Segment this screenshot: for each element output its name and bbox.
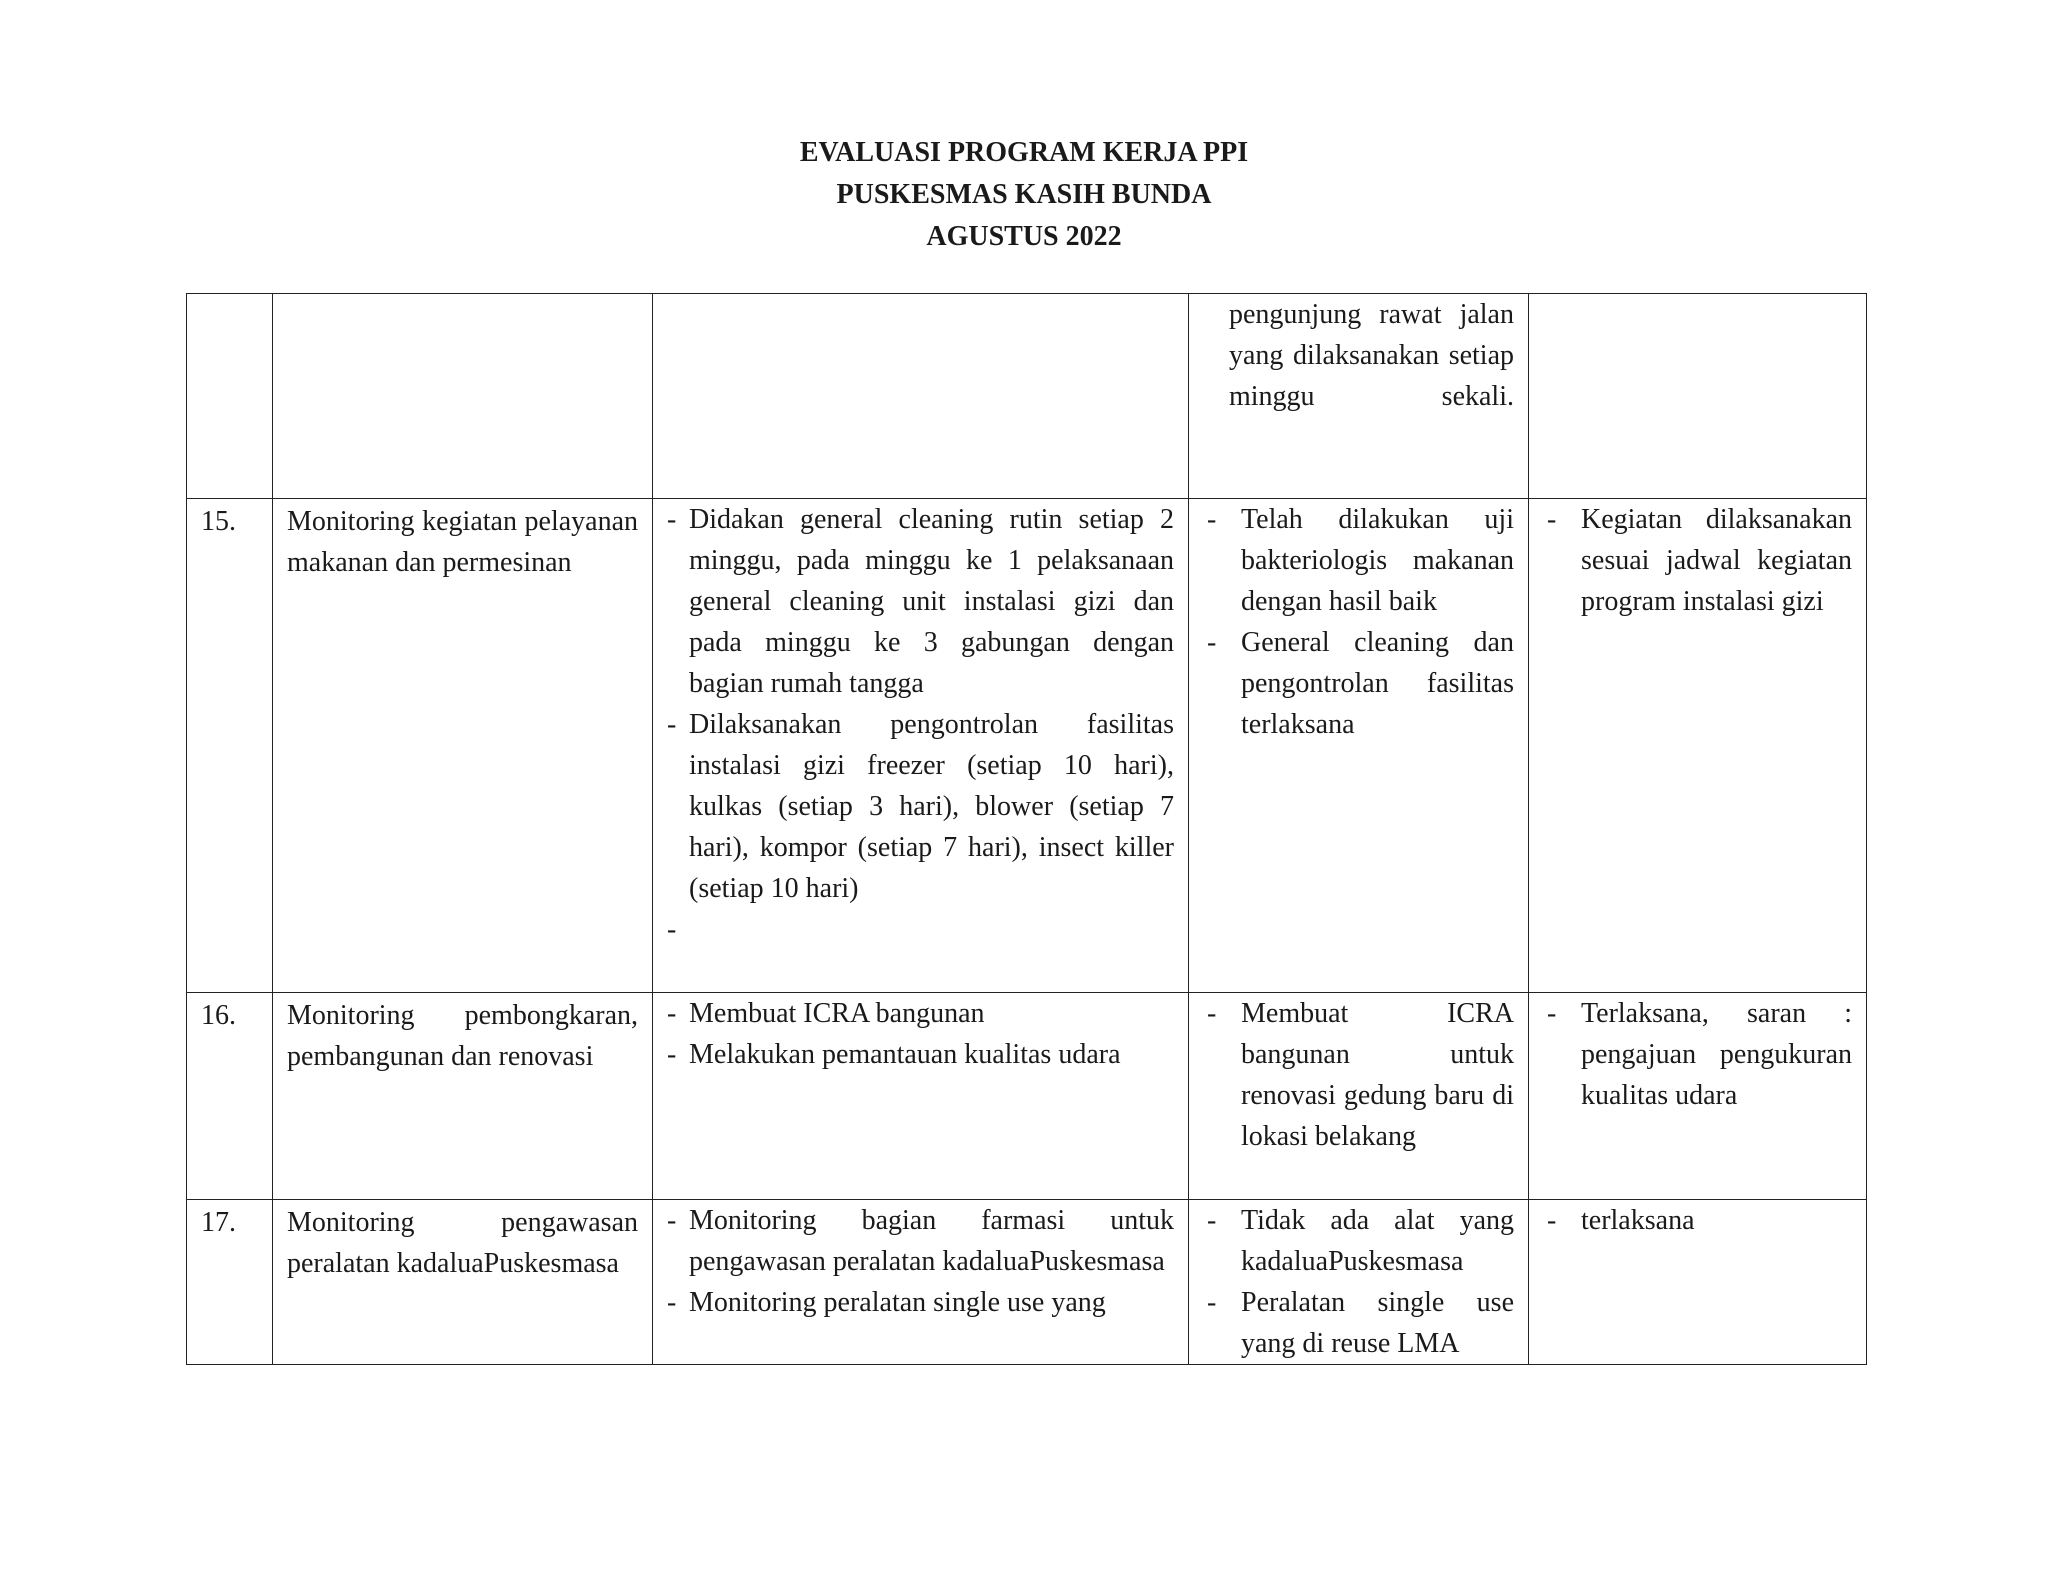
cell-evaluasi [1529, 1200, 1867, 1365]
cell-no [187, 993, 273, 1200]
rencana-list [667, 499, 1174, 950]
kegiatan-text: Monitoring kegiatan pelayanan makanan dan permesinan [287, 506, 638, 578]
cell-kegiatan [273, 993, 653, 1200]
kegiatan-text: Monitoring pengawasan peralatan kadaluaPuskesmasa [287, 1207, 638, 1279]
list-item: - Melakukan pemantauan kualitas udara [667, 1034, 1174, 1075]
list-item: - Monitoring peralatan single use yang [667, 1282, 1174, 1323]
row-number: 16. [201, 1000, 236, 1031]
table-row-continued [187, 294, 1867, 499]
realisasi-list [1203, 993, 1514, 1157]
list-item: - Dilaksanakan pengontrolan fasilitas instalasi gizi freezer (setiap 10 hari), kulkas (setiap 3 hari), blower (setiap 7 hari), kompor (setiap 7 hari), insect killer (setiap 10 hari) [667, 704, 1174, 909]
title-line-institution: PUSKESMAS KASIH BUNDA [836, 179, 1212, 210]
list-item: - Didakan general cleaning rutin setiap 2 minggu, pada minggu ke 1 pelaksanaan general cleaning unit instalasi gizi dan pada minggu ke 3 gabungan dengan bagian rumah tangga [667, 499, 1174, 704]
row-number: 15. [201, 506, 236, 537]
table-row [187, 993, 1867, 1200]
cell-kegiatan [273, 499, 653, 993]
evaluasi-list [1543, 1200, 1852, 1241]
list-item: - Membuat ICRA bangunan [667, 993, 1174, 1034]
cell-evaluasi [1529, 294, 1867, 499]
title-line-period: AGUSTUS 2022 [926, 221, 1122, 252]
cell-rencana [653, 499, 1189, 993]
cell-realisasi [1189, 294, 1529, 499]
list-item: - General cleaning dan pengontrolan fasilitas terlaksana [1203, 622, 1514, 745]
evaluation-table [186, 293, 1867, 1365]
list-item: - Membuat ICRA bangunan untuk renovasi gedung baru di lokasi belakang [1203, 993, 1514, 1157]
table-row [187, 1200, 1867, 1365]
kegiatan-text: Monitoring pembongkaran, pembangunan dan renovasi [287, 1000, 638, 1072]
cell-rencana [653, 294, 1189, 499]
list-item: - Peralatan single use yang di reuse LMA [1203, 1282, 1514, 1364]
cell-realisasi [1189, 993, 1529, 1200]
cell-evaluasi [1529, 993, 1867, 1200]
cell-no [187, 294, 273, 499]
realisasi-list [1203, 499, 1514, 745]
list-item: - Monitoring bagian farmasi untuk pengawasan peralatan kadaluaPuskesmasa [667, 1200, 1174, 1282]
document-title [0, 132, 2048, 258]
list-item [667, 909, 1174, 950]
title-line-program: EVALUASI PROGRAM KERJA PPI [799, 137, 1249, 168]
realisasi-list [1203, 1200, 1514, 1364]
row-number: 17. [201, 1207, 236, 1238]
realisasi-text: pengunjung rawat jalan yang dilaksanakan setiap minggu sekali. [1229, 299, 1514, 412]
rencana-list [667, 993, 1174, 1075]
cell-no [187, 499, 273, 993]
list-item: - Kegiatan dilaksanakan sesuai jadwal kegiatan program instalasi gizi [1543, 499, 1852, 622]
cell-realisasi [1189, 1200, 1529, 1365]
list-item: - Telah dilakukan uji bakteriologis makanan dengan hasil baik [1203, 499, 1514, 622]
evaluasi-list [1543, 499, 1852, 622]
cell-rencana [653, 1200, 1189, 1365]
list-item: - Terlaksana, saran : pengajuan pengukuran kualitas udara [1543, 993, 1852, 1116]
cell-kegiatan [273, 1200, 653, 1365]
rencana-list [667, 1200, 1174, 1323]
cell-rencana [653, 993, 1189, 1200]
cell-no [187, 1200, 273, 1365]
list-item: - Tidak ada alat yang kadaluaPuskesmasa [1203, 1200, 1514, 1282]
list-item: - terlaksana [1543, 1200, 1852, 1241]
evaluasi-list [1543, 993, 1852, 1116]
cell-kegiatan [273, 294, 653, 499]
cell-realisasi [1189, 499, 1529, 993]
table-row [187, 499, 1867, 993]
cell-evaluasi [1529, 499, 1867, 993]
